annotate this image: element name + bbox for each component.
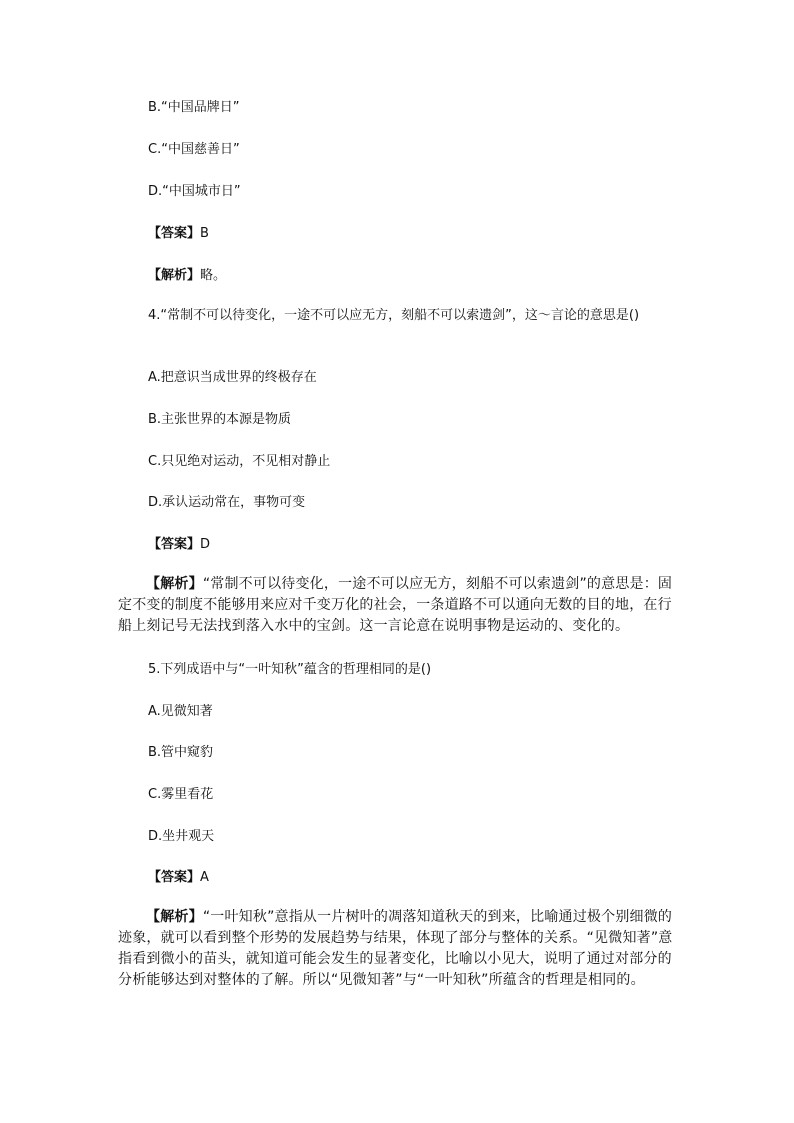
q5-stem: 5.下列成语中与“一叶知秋”蕴含的哲理相同的是()	[148, 662, 432, 677]
analysis-text: 略。	[200, 268, 227, 283]
q3-answer	[148, 226, 209, 242]
answer-label: 【答案】	[148, 537, 201, 552]
q4-stem: 4.“常制不可以待变化，一途不可以应无方，刻船不可以索遗剑”，这～言论的意思是()	[148, 308, 640, 323]
q3-option-b: B.“中国品牌日”	[148, 100, 240, 115]
answer-label: 【答案】	[148, 870, 201, 885]
q5-answer	[148, 870, 209, 886]
q3-option-c: C.“中国慈善日”	[148, 142, 240, 157]
analysis-label: 【解析】	[148, 268, 201, 283]
analysis-text: “常制不可以待变化，一途不可以应无方，刻船不可以索遗剑”的意思是：固定不变的制度不能够用来应对千变万化的社会，一条道路不可以通向无数的目的地，在行船上刻记号无法找到落入水中的宝剑。这一言论意在说明事物是运动的、变化的。	[118, 576, 673, 634]
q5-option-b: B.管中窥豹	[148, 745, 214, 760]
q5-analysis	[118, 907, 678, 991]
q4-option-c: C.只见绝对运动，不见相对静止	[148, 454, 331, 469]
q4-answer	[148, 537, 210, 553]
analysis-text: “一叶知秋”意指从一片树叶的凋落知道秋天的到来，比喻通过极个别细微的迹象，就可以看到整个形势的发展趋势与结果，体现了部分与整体的关系。“见微知著”意指看到微小的苗头，就知道可能会发生的显著变化，比喻以小见大，说明了通过对部分的分析能够达到对整体的了解。所以“见微知著”与“一叶知秋”所蕴含的哲理是相同的。	[118, 909, 673, 988]
q5-option-c: C.雾里看花	[148, 787, 214, 802]
answer-value: A	[200, 870, 209, 885]
q3-option-d: D.“中国城市日”	[148, 184, 241, 199]
answer-value: B	[200, 226, 209, 241]
q5-option-a: A.见微知著	[148, 704, 213, 719]
analysis-label: 【解析】	[146, 576, 203, 592]
analysis-label: 【解析】	[146, 909, 203, 925]
answer-value: D	[200, 537, 211, 552]
q4-option-d: D.承认运动常在，事物可变	[148, 495, 306, 510]
q5-option-d: D.坐井观天	[148, 829, 215, 844]
q4-option-b: B.主张世界的本源是物质	[148, 412, 292, 427]
answer-label: 【答案】	[148, 226, 201, 241]
q4-analysis	[118, 574, 678, 637]
q4-option-a: A.把意识当成世界的终极存在	[148, 370, 317, 385]
q3-analysis	[148, 268, 226, 284]
